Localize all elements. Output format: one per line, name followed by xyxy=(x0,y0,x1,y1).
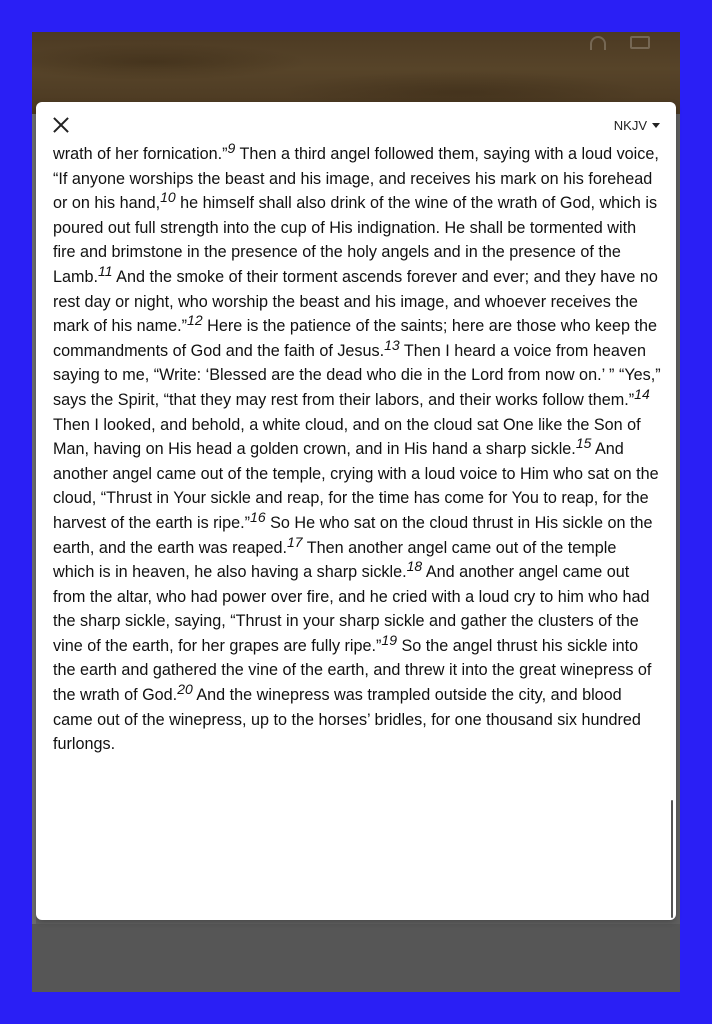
verse-number: 17 xyxy=(286,533,303,550)
version-label: NKJV xyxy=(613,117,647,133)
verse-number: 19 xyxy=(381,631,397,648)
caret-down-icon xyxy=(652,123,660,128)
verse-text: Then I looked, and behold, a white cloud, and on the cloud sat One like the Son of Man, having on His head a golden crown, and in His hand a sharp sickle. xyxy=(53,415,641,459)
verse-number: 20 xyxy=(177,681,193,698)
close-icon[interactable] xyxy=(50,114,72,136)
verse-number: 15 xyxy=(575,435,592,452)
headphones-icon[interactable] xyxy=(590,36,606,50)
verse-number: 11 xyxy=(98,262,113,279)
verse-text: wrath of her fornication.” xyxy=(53,145,228,163)
scrollbar-thumb[interactable] xyxy=(671,800,673,918)
verse-text: Here is the patience of the saints; here are those who keep the commandments of God and the faith of Jesus. xyxy=(53,317,658,360)
verse-number: 13 xyxy=(384,336,400,353)
verse-text: And another angel came out of the temple, crying with a loud voice to Him who sat on the cloud, “Thrust in Your sickle and reap, for the time has come for You to reap, for the harvest of the earth is ripe.” xyxy=(53,440,659,532)
verse-number: 14 xyxy=(634,385,650,402)
verse-number: 12 xyxy=(187,312,203,329)
video-icon[interactable] xyxy=(630,36,650,49)
verse-text: And the smoke of their torment ascends forever and ever; and they have no rest day or night, who worship the beast and his image, and whoever receives the mark of his name.” xyxy=(53,267,658,336)
backdrop-footer xyxy=(32,924,680,992)
verse-number: 18 xyxy=(406,558,423,575)
verse-number: 9 xyxy=(227,140,236,156)
scripture-modal xyxy=(36,102,676,920)
verse-text: Then I heard a voice from heaven saying to me, “Write: ‘Blessed are the dead who die in the Lord from now on.’ ” “Yes,” says the Spirit, “that they may rest from their labors, and their works follow them.” xyxy=(53,341,661,409)
verse-text: Then a third angel followed them, saying with a loud voice, “If anyone worships the beast and his image, and receives his mark on his forehead or on his hand, xyxy=(53,145,659,213)
version-selector[interactable] xyxy=(614,116,660,134)
verse-text: And the winepress was trampled outside the city, and blood came out of the winepress, up to the horses’ bridles, for one thousand six hundred furlongs. xyxy=(53,686,641,754)
passage-paragraph xyxy=(53,142,661,757)
scripture-text xyxy=(53,142,661,757)
verse-text: he himself shall also drink of the wine of the wrath of God, which is poured out full strength into the cup of His indignation. He shall be tormented with fire and brimstone in the presence of the holy angels and in the presence of the Lamb. xyxy=(53,194,658,286)
verse-text: So He who sat on the cloud thrust in His sickle on the earth, and the earth was reaped. xyxy=(53,513,653,557)
verse-text: So the angel thrust his sickle into the earth and gathered the vine of the earth, and threw it into the great winepress of the wrath of God. xyxy=(53,636,652,705)
verse-number: 10 xyxy=(160,189,176,206)
verse-number: 16 xyxy=(250,508,266,525)
verse-text: And another angel came out from the altar, who had power over fire, and he cried with a loud cry to him who had the sharp sickle, saying, “Thrust in your sharp sickle and gather the clusters of the vine of the earth, for her grapes are fully ripe.” xyxy=(53,563,650,655)
verse-text: Then another angel came out of the temple which is in heaven, he also having a sharp sickle. xyxy=(53,538,617,582)
